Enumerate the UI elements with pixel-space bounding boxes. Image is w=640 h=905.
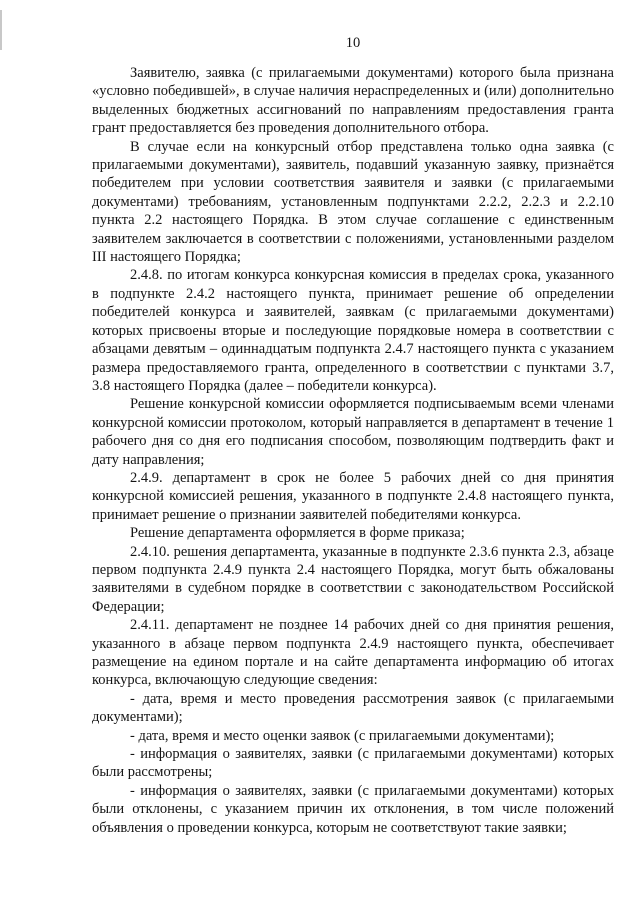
paragraph-2-4-8: 2.4.8. по итогам конкурса конкурсная комиссия в пределах срока, указанного в подпункте 2.4.2 настоящего пункта, принимает решение об определении победителей конкурса и заявителей, заявкам (с прилагаемыми документами) которых присвоены вторые и последующие порядковые номера в соответствии с абзацами девятым – одиннадцатым подпункта 2.4.7 настоящего пункта с указанием размера предоставляемого гранта, определенного в соответствии с пунктами 3.7, 3.8 настоящего Порядка (далее – победители конкурса). [92,267,614,394]
paragraph-single-application: В случае если на конкурсный отбор представлена только одна заявка (с прилагаемыми документами), заявитель, подавший указанную заявку, признаётся победителем при условии соответствия заявителя и заявки (с прилагаемыми документами) требованиям, установленным подпунктами 2.2.2, 2.2.3 и 2.2.10 пункта 2.2 настоящего Порядка. В этом случае соглашение с единственным заявителем заключается в соответствии с положениями, установленными разделом III настоящего Порядка; [92,138,614,266]
paragraph-2-4-11: 2.4.11. департамент не позднее 14 рабочих дней со дня принятия решения, указанного в абзаце первом подпункта 2.4.9 настоящего пункта, обеспечивает размещение на едином портале и на сайте департамента информацию об итогах конкурса, включающую следующие сведения: [92,617,614,689]
paragraph-conditional-winner: Заявителю, заявка (с прилагаемыми документами) которого была признана «условно победившей», в случае наличия нераспределенных и (или) дополнительно выделенных бюджетных ассигнований по направлениям предоставления гранта грант предоставляется без проведения дополнительного отбора. [92,65,614,137]
list-item-review-date: - дата, время и место проведения рассмотрения заявок (с прилагаемыми документами); [92,690,614,726]
page-number: 10 [345,35,361,51]
paragraph-order-form: Решение департамента оформляется в форме приказа; [130,525,465,542]
list-item-rejected-applicants: - информация о заявителях, заявки (с прилагаемыми документами) которых были отклонены, с указанием причин их отклонения, в том числе положений объявления о проведении конкурса, которым не соответствуют такие заявки; [92,782,614,836]
paragraph-2-4-10: 2.4.10. решения департамента, указанные в подпункте 2.3.6 пункта 2.3, абзаце первом подпункта 2.4.9 пункта 2.4 настоящего Порядка, могут быть обжалованы заявителями в судебном порядке в соответствии с законодательством Российской Федерации; [92,543,614,615]
list-item-evaluation-date: - дата, время и место оценки заявок (с прилагаемыми документами); [130,727,555,744]
list-item-reviewed-applicants: - информация о заявителях, заявки (с прилагаемыми документами) которых были рассмотрены; [92,746,614,781]
paragraph-commission-protocol: Решение конкурсной комиссии оформляется подписываемым всеми членами конкурсной комиссии протоколом, который направляется в департамент в течение 1 рабочего дня со дня его подписания способом, позволяющим подтвердить факт и дату направления; [92,396,614,468]
paragraph-2-4-9: 2.4.9. департамент в срок не более 5 рабочих дней со дня принятия конкурсной комиссией решения, указанного в подпункте 2.4.8 настоящего пункта, принимает решение о признании заявителей победителями конкурса. [92,469,614,523]
